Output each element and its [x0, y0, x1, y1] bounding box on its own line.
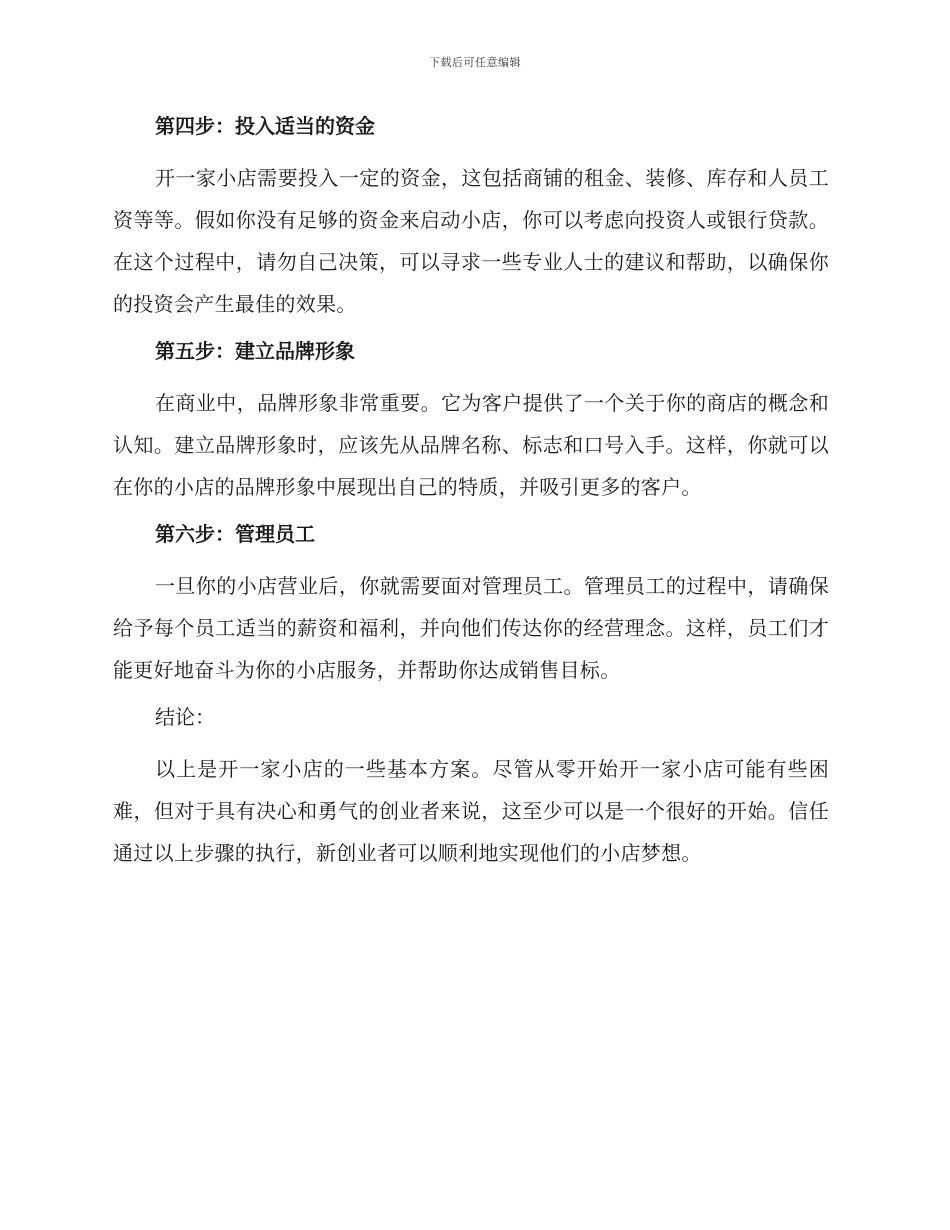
- section-body-step-4: 开一家小店需要投入一定的资金，这包括商铺的租金、装修、库存和人员工资等等。假如你没有足够的资金来启动小店，你可以考虑向投资人或银行贷款。在这个过程中，请勿自己决策，可以寻求一些专业人士的建议和帮助，以确保你的投资会产生最佳的效果。: [113, 166, 829, 316]
- conclusion-label: 结论：: [155, 705, 215, 729]
- section-heading-step-6: 第六步：管理员工: [155, 522, 315, 546]
- conclusion-body: 以上是开一家小店的一些基本方案。尽管从零开始开一家小店可能有些困难，但对于具有决心和勇气的创业者来说，这至少可以是一个很好的开始。信任通过以上步骤的执行，新创业者可以顺利地实现他们的小店梦想。: [113, 757, 829, 865]
- section-body-step-5: 在商业中，品牌形象非常重要。它为客户提供了一个关于你的商店的概念和认知。建立品牌形象时，应该先从品牌名称、标志和口号入手。这样，你就可以在你的小店的品牌形象中展现出自己的特质，并吸引更多的客户。: [113, 391, 829, 499]
- section-body-step-6: 一旦你的小店营业后，你就需要面对管理员工。管理员工的过程中，请确保给予每个员工适当的薪资和福利，并向他们传达你的经营理念。这样，员工们才能更好地奋斗为你的小店服务，并帮助你达成销售目标。: [113, 574, 829, 682]
- page-header: 下载后可任意编辑: [429, 56, 521, 69]
- section-heading-step-4: 第四步：投入适当的资金: [155, 114, 375, 138]
- section-heading-step-5: 第五步：建立品牌形象: [155, 339, 355, 363]
- document-body: [113, 104, 829, 878]
